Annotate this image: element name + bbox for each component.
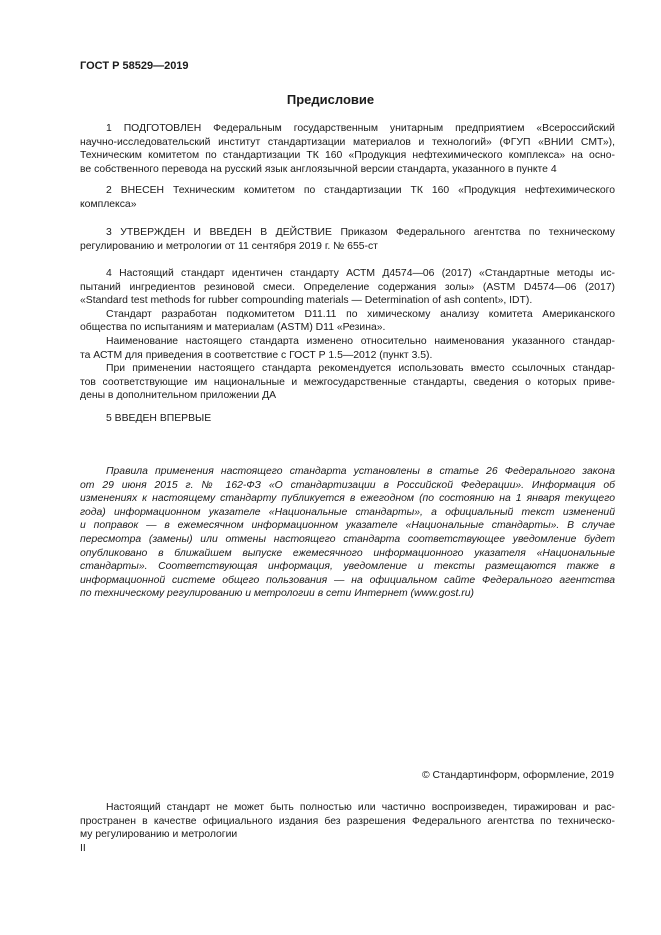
notice-line: года) информационном указателе «Национальные стандарты», а официальный текст изменений — [80, 506, 615, 518]
reproduction-notice — [80, 801, 615, 842]
standard-id-header: ГОСТ Р 58529—2019 — [80, 60, 189, 72]
page-title: Предисловие — [286, 92, 375, 107]
text-line: При применении настоящего стандарта рекомендуется использовать вместо ссылочных стандар- — [106, 363, 615, 375]
text-line: комплекса» — [80, 198, 137, 210]
notice-line: информационной системе общего пользования — на официальном сайте Федерального агентства — [80, 574, 615, 586]
text-line: 2 ВНЕСЕН Техническим комитетом по стандартизации ТК 160 «Продукция нефтехимического — [106, 185, 615, 196]
text-line: Техническим комитетом по стандартизации ТК 160 «Продукция нефтехимического комплекса» на осно- — [80, 150, 615, 162]
text-line: ве собственного перевода на русский язык англоязычной версии стандарта, указанного в пункте 4 — [80, 163, 557, 175]
text-line: 4 Настоящий стандарт идентичен стандарту АСТМ Д4574—06 (2017) «Стандартные методы ис- — [106, 268, 615, 279]
notice-line: по техническому регулированию и метрологии в сети Интернет (www.gost.ru) — [80, 588, 474, 600]
notice-line: изменениях к настоящему стандарту публикуется в ежегодном (по состоянию на 1 января текущего — [80, 493, 615, 505]
text-line: тов соответствующие им национальные и межгосударственные стандарты, сведения о которых приве- — [80, 376, 615, 388]
text-line: регулированию и метрологии от 11 сентября 2019 г. № 655-ст — [80, 240, 378, 252]
text-line: Наименование настоящего стандарта изменено относительно наименования указанного стандар- — [106, 335, 615, 347]
notice-line: и поправок — в ежемесячном информационном указателе «Национальные стандарты». В случае — [80, 520, 615, 532]
item-3-paragraph — [80, 226, 615, 253]
item-4-paragraph — [80, 267, 615, 403]
text-line: общества по испытаниям и материалам (ASTM) D11 «Резина». — [80, 322, 386, 334]
text-line: Стандарт разработан подкомитетом D11.11 по химическому анализу комитета Американского — [106, 308, 615, 320]
notice-line: от 29 июня 2015 г. № 162-ФЗ «О стандартизации в Российской Федерации». Информация об — [80, 479, 615, 491]
text-line: 3 УТВЕРЖДЕН И ВВЕДЕН В ДЕЙСТВИЕ Приказом Федерального агентства по техническому — [106, 227, 615, 238]
notice-line: Правила применения настоящего стандарта установлены в статье 26 Федерального закона — [106, 466, 615, 477]
notice-line: пересмотра (замены) или отмены настоящего стандарта соответствующее уведомление будет — [80, 533, 615, 545]
publication-notice — [80, 465, 615, 601]
text-line: 1 ПОДГОТОВЛЕН Федеральным государственным унитарным предприятием «Всероссийский — [106, 123, 615, 134]
item-2-paragraph — [80, 184, 615, 211]
copyright-line: © Стандартинформ, оформление, 2019 — [421, 770, 614, 781]
footer-line: му регулированию и метрологии — [80, 829, 238, 841]
footer-line: пространен в качестве официального издания без разрешения Федерального агентства по техническо- — [80, 815, 615, 827]
page-number: II — [80, 843, 86, 854]
notice-line: опубликовано в ближайшем выпуске ежемесячного информационного указателя «Национальные — [80, 547, 615, 559]
item-1-paragraph — [80, 122, 615, 176]
footer-line: Настоящий стандарт не может быть полностью или частично воспроизведен, тиражирован и рас- — [106, 802, 615, 813]
text-line: пытаний ингредиентов резиновой смеси. Определение содержания золы» (ASTM D4574—06 (2017) — [80, 281, 615, 293]
notice-line: стандарты». Соответствующая информация, уведомление и тексты размещаются также в — [80, 561, 615, 573]
text-line: дены в дополнительном приложении ДА — [80, 390, 277, 402]
item-5-paragraph — [80, 412, 615, 426]
text-line: «Standard test methods for rubber compounding materials — Determination of ash content», IDT). — [80, 295, 533, 307]
text-line: научно-исследовательский институт стандартизации материалов и технологий» (ФГУП «ВНИИ СМТ»), — [80, 136, 615, 148]
text-line: 5 ВВЕДЕН ВПЕРВЫЕ — [106, 413, 212, 424]
text-line: та АСТМ для приведения в соответствие с ГОСТ Р 1.5—2012 (пункт 3.5). — [80, 349, 433, 361]
